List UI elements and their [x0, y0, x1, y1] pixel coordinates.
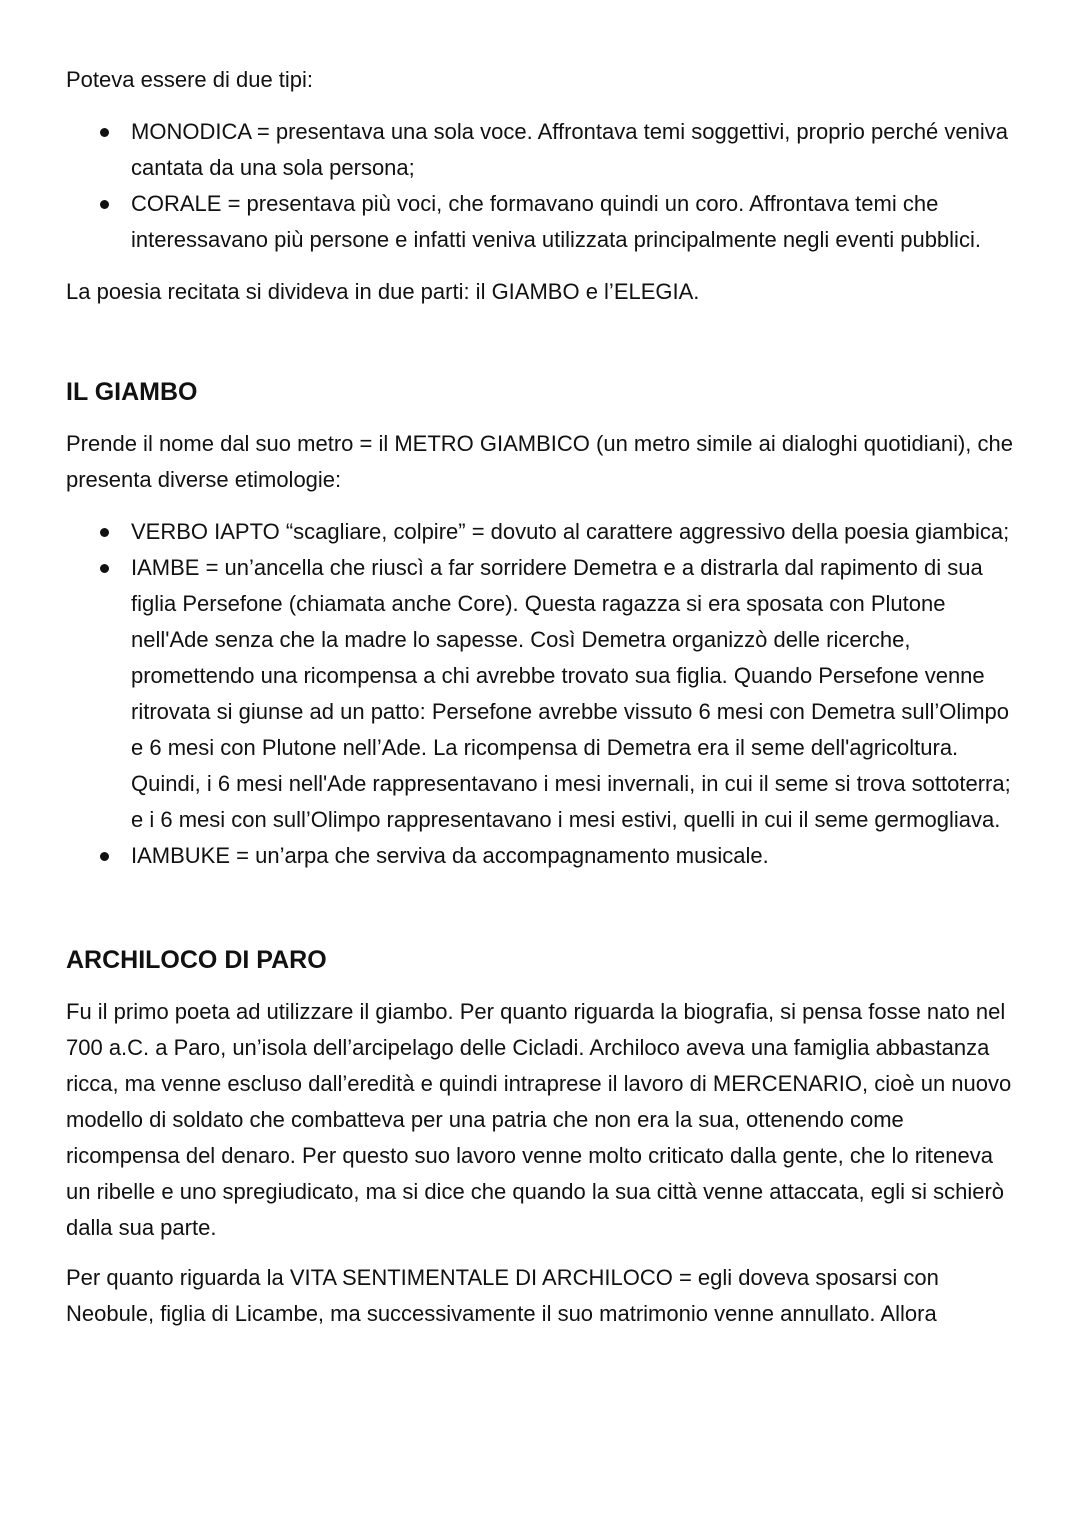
section-heading-giambo: IL GIAMBO	[66, 378, 198, 406]
bullet-icon	[100, 528, 109, 537]
bullet-icon	[100, 852, 109, 861]
recited-paragraph: La poesia recitata si divideva in due parti: il GIAMBO e l’ELEGIA.	[66, 279, 700, 304]
archiloco-paragraph-2: Per quanto riguarda la VITA SENTIMENTALE DI ARCHILOCO = egli doveva sposarsi con Neobule, figlia di Licambe, ma successivamente il suo matrimonio venne annullato. Allora	[66, 1265, 939, 1326]
list-item	[66, 186, 1021, 258]
list-item-text: VERBO IAPTO “scagliare, colpire” = dovuto al carattere aggressivo della poesia giambica;	[131, 519, 1010, 544]
section-heading-archiloco: ARCHILOCO DI PARO	[66, 946, 327, 974]
bullet-icon	[100, 200, 109, 209]
list-item-text: CORALE = presentava più voci, che formavano quindi un coro. Affrontava temi che interessavano più persone e infatti veniva utilizzata principalmente negli eventi pubblici.	[131, 191, 981, 252]
types-list	[66, 114, 1021, 258]
list-item	[66, 514, 1021, 550]
archiloco-paragraph-1: Fu il primo poeta ad utilizzare il giambo. Per quanto riguarda la biografia, si pensa fosse nato nel 700 a.C. a Paro, un’isola dell’arcipelago delle Cicladi. Archiloco aveva una famiglia abbastanza ricca, ma venne escluso dall’eredità e quindi intraprese il lavoro di MERCENARIO, cioè un nuovo modello di soldato che combatteva per una patria che non era la sua, ottenendo come ricompensa del denaro. Per questo suo lavoro venne molto criticato dalla gente, che lo riteneva un ribelle e uno spregiudicato, ma si dice che quando la sua città venne attaccata, egli si schierò dalla sua parte.	[66, 999, 1012, 1240]
etymology-list	[66, 514, 1021, 874]
bullet-icon	[100, 564, 109, 573]
list-item	[66, 550, 1021, 838]
giambo-intro-paragraph: Prende il nome dal suo metro = il METRO GIAMBICO (un metro simile ai dialoghi quotidiani), che presenta diverse etimologie:	[66, 431, 1013, 492]
bullet-icon	[100, 128, 109, 137]
list-item	[66, 114, 1021, 186]
document-page	[66, 62, 1021, 1332]
list-item-text: IAMBE = un’ancella che riuscì a far sorridere Demetra e a distrarla dal rapimento di sua figlia Persefone (chiamata anche Core). Questa ragazza si era sposata con Plutone nell'Ade senza che la madre lo sapesse. Così Demetra organizzò delle ricerche, promettendo una ricompensa a chi avrebbe trovato sua figlia. Quando Persefone venne ritrovata si giunse ad un patto: Persefone avrebbe vissuto 6 mesi con Demetra sull’Olimpo e 6 mesi con Plutone nell’Ade. La ricompensa di Demetra era il seme dell'agricoltura. Quindi, i 6 mesi nell'Ade rappresentavano i mesi invernali, in cui il seme si trova sottoterra; e i 6 mesi con sull’Olimpo rappresentavano i mesi estivi, quelli in cui il seme germogliava.	[131, 555, 1011, 832]
list-item-text: IAMBUKE = un’arpa che serviva da accompagnamento musicale.	[131, 843, 769, 868]
intro-paragraph: Poteva essere di due tipi:	[66, 67, 314, 92]
list-item-text: MONODICA = presentava una sola voce. Affrontava temi soggettivi, proprio perché veniva cantata da una sola persona;	[131, 119, 1008, 180]
list-item	[66, 838, 1021, 874]
